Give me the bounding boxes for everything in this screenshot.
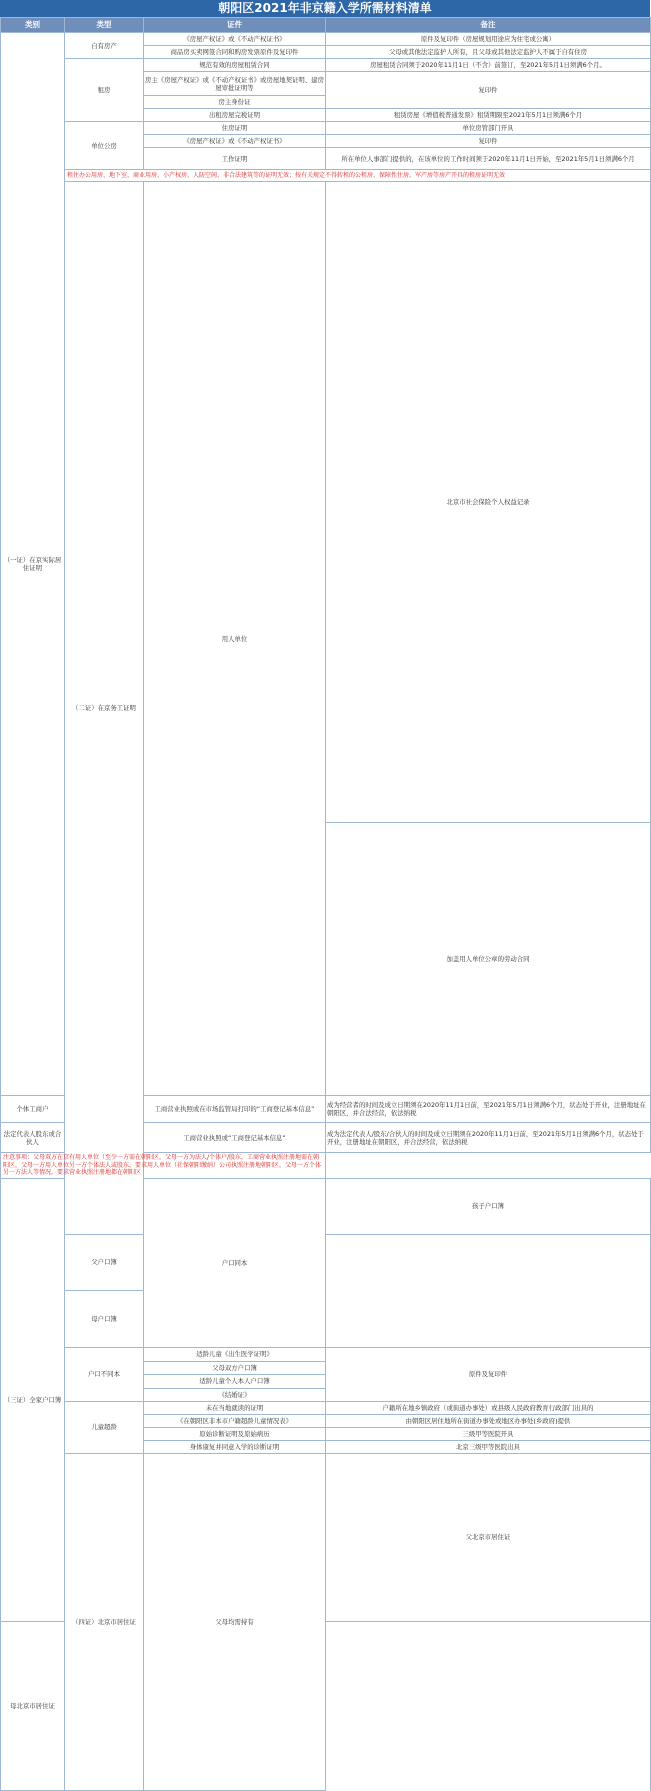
materials-table — [0, 17, 651, 1791]
doc-cell: 身体康复并同意入学的诊断证明 — [144, 1440, 326, 1453]
doc-cell: 父母双方户口簿 — [144, 1361, 326, 1374]
doc-cell: 房主《房屋产权证》或《不动产权证书》或房屋地契证明、建房屋审批证明等 — [144, 72, 326, 96]
note-cell: 户籍所在地乡镇政府（或街道办事处）或县级人民政府教育行政部门出具的 — [326, 1401, 651, 1414]
doc-cell: 工作证明 — [144, 148, 326, 170]
doc-cell: 父户口簿 — [65, 1234, 144, 1290]
doc-cell: 加盖用人单位公章的劳动合同 — [326, 823, 651, 1096]
category-residence-permit: （四证）北京市居住证 — [65, 1453, 144, 1790]
doc-cell: 适龄儿童《出生医学证明》 — [144, 1347, 326, 1361]
note-cell: 三级甲等医院开具 — [326, 1427, 651, 1440]
header-notes: 备注 — [326, 18, 651, 33]
type-employer: 用人单位 — [144, 182, 326, 1096]
note-cell: 由朝阳区居住地所在街道办事处或地区办事处(乡政府)提供 — [326, 1414, 651, 1427]
page-title: 朝阳区2021年非京籍入学所需材料清单 — [0, 0, 650, 17]
table-row — [1, 1291, 651, 1347]
category-hukou: （三证）全家户口簿 — [1, 1178, 65, 1622]
note-cell: 复印件 — [326, 72, 651, 109]
note-cell: 复印件 — [326, 135, 651, 148]
doc-cell: 房主身份证 — [144, 96, 326, 109]
doc-cell: 适龄儿童个人本人户口簿 — [144, 1374, 326, 1388]
note-cell: 原件及复印件 — [326, 1347, 651, 1401]
residence-warning: 租住办公用房、地下室、商业用房、小产权房、人防空间、非合法建筑等的证明无效；按有关规定不得转租的公租房、保障性住房、军产房等房产开具的租房证明无效 — [65, 170, 651, 182]
table-row — [1, 122, 651, 135]
table-row — [1, 1347, 651, 1361]
doc-cell: 住房证明 — [144, 122, 326, 135]
note-cell: 租赁房屋《增值税普通发票》租赁期限至2021年5月1日须满6个月 — [326, 109, 651, 122]
type-both-parents: 父母均需持有 — [144, 1453, 326, 1790]
type-rental: 租房 — [65, 59, 144, 122]
note-cell: 成为经营者的时间及成立日期须在2020年11月1日前，至2021年5月1日须满6个月，状态处于开业，注册地址在朝阳区，并合法经营，依法纳税 — [326, 1096, 651, 1123]
table-row — [1, 1234, 651, 1290]
header-category: 类别 — [1, 18, 65, 33]
doc-cell: 工商营业执照或在市场监管局打印的“工商登记基本信息” — [144, 1096, 326, 1123]
table-row — [1, 59, 651, 72]
type-same-book: 户口同本 — [144, 1178, 326, 1347]
note-cell: 成为法定代表人/股东/合伙人的时间及成立日期须在2020年11月1日前，至2021年5月1日须满6个月，状态处于开业，注册地址在朝阳区，并合法经营，依法纳税 — [326, 1123, 651, 1153]
doc-cell: 规范有效的房屋租赁合同 — [144, 59, 326, 72]
doc-cell: 出租房屋完税证明 — [144, 109, 326, 122]
doc-cell: 《房屋产权证》或《不动产权证书》 — [144, 33, 326, 46]
note-cell: 单位房管部门开具 — [326, 122, 651, 135]
doc-cell: 商品房买卖网签合同和购房发票原件及复印件 — [144, 46, 326, 59]
category-residence: （一证）在京实际居住证明 — [1, 33, 65, 1096]
doc-cell: 原始诊断证明及原始病历 — [144, 1427, 326, 1440]
note-cell: 父母或其他法定监护人所有，且父母或其他法定监护人不属于自有住房 — [326, 46, 651, 59]
doc-cell: 母北京市居住证 — [1, 1622, 65, 1791]
table-row — [1, 1401, 651, 1414]
type-diff-book: 户口不同本 — [65, 1347, 144, 1401]
doc-cell: 未在当地就读的证明 — [144, 1401, 326, 1414]
type-legal-rep: 法定代表人股东或合伙人 — [1, 1123, 65, 1153]
header-docs: 证件 — [144, 18, 326, 33]
note-cell: 北京三级甲等医院出具 — [326, 1440, 651, 1453]
doc-cell: 《房屋产权证》或《不动产权证书》 — [144, 135, 326, 148]
doc-cell: 北京市社会保险个人权益记录 — [326, 182, 651, 823]
type-overage: 儿童超龄 — [65, 1401, 144, 1453]
table-row — [1, 33, 651, 46]
notice-row — [1, 1153, 651, 1179]
table-row — [1, 1453, 651, 1622]
doc-cell: 母户口簿 — [65, 1291, 144, 1347]
category-work: （二证）在京务工证明 — [65, 182, 144, 1235]
table-header-row — [1, 18, 651, 33]
header-type: 类型 — [65, 18, 144, 33]
note-cell: 房屋租赁合同须于2020年11月1日（不含）前签订，至2021年5月1日须满6个月。 — [326, 59, 651, 72]
doc-cell: 《结婚证》 — [144, 1388, 326, 1401]
type-self-owned: 自有房产 — [65, 33, 144, 59]
doc-cell: 孩子户口簿 — [326, 1178, 651, 1234]
work-notice: 注意事项：父母双方在京有用人单位（至少一方需在朝阳区，父母一方为法人/个体户/股东，工商营业执照注册地需在朝阳区，父母一方用人单位另一方个体法人或股东，要求用人单位（社保朝阳缴纳）公司执照注册地朝阳区，父母一方个体另一方法人等情况，要求营业执照注册地都在朝阳区 — [1, 1153, 326, 1179]
doc-cell: 《在朝阳区非本市户籍超龄儿童情况表》 — [144, 1414, 326, 1427]
note-cell: 原件及复印件（房屋规划用途应为住宅或公寓） — [326, 33, 651, 46]
type-unit-housing: 单位公房 — [65, 122, 144, 170]
table-row — [1, 182, 651, 823]
doc-cell: 父北京市居住证 — [326, 1453, 651, 1622]
note-cell: 所在单位人事部门提供的，在该单位的工作时间须于2020年11月1日开始，至2021年5月1日须满6个月 — [326, 148, 651, 170]
doc-cell: 工商营业执照或“工商登记基本信息” — [144, 1123, 326, 1153]
warning-row — [1, 170, 651, 182]
type-individual: 个体工商户 — [1, 1096, 65, 1123]
